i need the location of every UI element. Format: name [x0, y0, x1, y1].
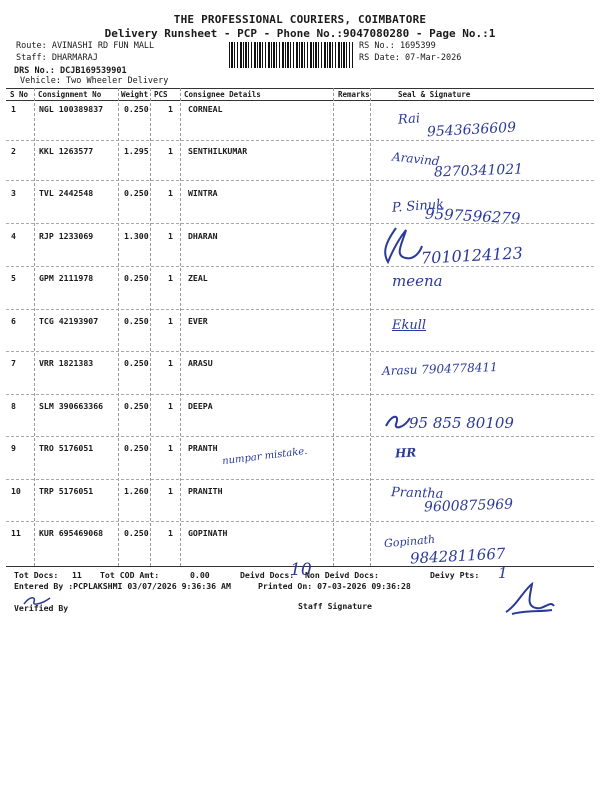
- signature-11-phone: 9842811667: [409, 544, 506, 568]
- row-consignee: EVER: [188, 316, 208, 326]
- row-sno: 1: [11, 104, 16, 114]
- row-consignee: PRANTH: [188, 443, 218, 453]
- row-sno: 8: [11, 401, 16, 411]
- row-consignment: KKL 1263577: [39, 146, 94, 156]
- row-weight: 0.250: [124, 104, 149, 114]
- row-pcs: 1: [168, 273, 173, 283]
- row-consignee: PRANITH: [188, 486, 223, 496]
- row-weight: 1.295: [124, 146, 149, 156]
- barcode: [229, 42, 353, 68]
- row-consignment: KUR 695469068: [39, 528, 104, 538]
- row-pcs: 1: [168, 443, 173, 453]
- row-weight: 0.250: [124, 358, 149, 368]
- row-weight: 0.250: [124, 443, 149, 453]
- signature-4-scribble-icon: [376, 222, 426, 268]
- runsheet-subtitle: Delivery Runsheet - PCP - Phone No.:9047080280 - Page No.:1: [104, 27, 496, 40]
- row-divider: [6, 479, 594, 480]
- col-divider: [333, 88, 334, 566]
- row-pcs: 1: [168, 401, 173, 411]
- row-divider: [6, 180, 594, 181]
- row-sno: 2: [11, 146, 16, 156]
- remark-9-note: numpar mistake.: [221, 445, 308, 468]
- row-pcs: 1: [168, 528, 173, 538]
- total-docs-label: Tot Docs:: [14, 570, 59, 580]
- col-signature: Seal & Signature: [398, 90, 471, 99]
- row-consignment: TRP 5176051: [39, 486, 94, 496]
- row-weight: 0.250: [124, 528, 149, 538]
- row-consignment: NGL 100389837: [39, 104, 104, 114]
- row-weight: 0.250: [124, 273, 149, 283]
- signature-4-phone: 7010124123: [420, 243, 524, 268]
- total-docs-value: 11: [72, 570, 82, 580]
- col-remarks: Remarks: [338, 90, 370, 99]
- row-sno: 4: [11, 231, 16, 241]
- signature-1-phone: 9543636609: [426, 119, 517, 141]
- col-sno: S No: [10, 90, 29, 99]
- signature-8-phone: 95 855 80109: [409, 414, 514, 432]
- signature-8-scribble-icon: [382, 410, 412, 432]
- row-weight: 1.300: [124, 231, 149, 241]
- row-consignee: SENTHILKUMAR: [188, 146, 248, 156]
- row-sno: 7: [11, 358, 16, 368]
- verified-by: Verified By: [14, 603, 69, 613]
- row-consignment: VRR 1821383: [39, 358, 94, 368]
- route-text: Route: AVINASHI RD FUN MALL: [16, 41, 155, 51]
- row-pcs: 1: [168, 231, 173, 241]
- signature-9-initials: HR: [394, 445, 417, 461]
- row-consignee: GOPINATH: [188, 528, 228, 538]
- row-pcs: 1: [168, 358, 173, 368]
- row-consignee: DHARAN: [188, 231, 218, 241]
- row-divider: [6, 521, 594, 522]
- row-pcs: 1: [168, 104, 173, 114]
- non-delivered-docs-label: Non Deivd Docs:: [305, 570, 379, 580]
- row-pcs: 1: [168, 146, 173, 156]
- total-cod-value: 0.00: [190, 570, 210, 580]
- col-consignment: Consignment No: [38, 90, 102, 99]
- row-consignment: TVL 2442548: [39, 188, 94, 198]
- row-pcs: 1: [168, 188, 173, 198]
- col-divider: [180, 88, 181, 566]
- col-pcs: PCS: [154, 90, 168, 99]
- company-title: THE PROFESSIONAL COURIERS, COIMBATORE: [173, 13, 427, 26]
- row-consignment: GPM 2111978: [39, 273, 94, 283]
- row-sno: 10: [11, 486, 21, 496]
- col-divider: [118, 88, 119, 566]
- row-consignment: TRO 5176051: [39, 443, 94, 453]
- row-consignment: SLM 390663366: [39, 401, 104, 411]
- row-divider: [6, 394, 594, 395]
- row-divider: [6, 436, 594, 437]
- row-consignee: DEEPA: [188, 401, 213, 411]
- row-pcs: 1: [168, 486, 173, 496]
- signature-11-name: Gopinath: [383, 532, 436, 551]
- signature-5-name: meena: [392, 272, 443, 290]
- row-divider: [6, 266, 594, 267]
- total-cod-label: Tot COD Amt:: [100, 570, 160, 580]
- row-pcs: 1: [168, 316, 173, 326]
- signature-3-phone: 9597596279: [424, 204, 521, 228]
- col-divider: [34, 88, 35, 566]
- row-sno: 3: [11, 188, 16, 198]
- row-sno: 5: [11, 273, 16, 283]
- delivered-docs-label: Deivd Docs:: [240, 570, 295, 580]
- row-consignee: ZEAL: [188, 273, 208, 283]
- signature-2-phone: 8270341021: [433, 161, 524, 181]
- row-consignee: ARASU: [188, 358, 213, 368]
- row-consignment: TCG 42193907: [39, 316, 99, 326]
- signature-2-name: Aravind: [391, 149, 441, 169]
- delivery-pts-value: 1: [498, 564, 508, 582]
- staff-text: Staff: DHARMARAJ: [16, 53, 98, 63]
- verifier-scribble-icon: [22, 594, 52, 608]
- signature-10-name: Prantha: [390, 485, 444, 502]
- drs-number: DRS No.: DCJB169539901: [14, 66, 127, 76]
- row-sno: 9: [11, 443, 16, 453]
- signature-7-text: Arasu 7904778411: [381, 359, 498, 379]
- delivery-pts-label: Deivy Pts:: [430, 570, 480, 580]
- printed-on: Printed On: 07-03-2026 09:36:28: [258, 581, 411, 591]
- vehicle-text: Vehicle: Two Wheeler Delivery: [20, 76, 169, 86]
- row-weight: 0.250: [124, 188, 149, 198]
- entered-by: Entered By :PCPLAKSHMI 03/07/2026 9:36:36 AM: [14, 581, 231, 591]
- row-weight: 0.250: [124, 316, 149, 326]
- row-weight: 1.260: [124, 486, 149, 496]
- delivered-docs-value: 10: [290, 560, 312, 580]
- staff-signature-scribble-icon: [502, 576, 558, 622]
- row-weight: 0.250: [124, 401, 149, 411]
- signature-10-phone: 9600875969: [423, 496, 514, 516]
- staff-signature: Staff Signature: [298, 601, 372, 611]
- row-sno: 6: [11, 316, 16, 326]
- rs-number: RS No.: 1695399: [359, 41, 436, 51]
- table-top-rule: [6, 88, 594, 89]
- row-consignee: CORNEAL: [188, 104, 223, 114]
- row-consignment: RJP 1233069: [39, 231, 94, 241]
- col-divider: [370, 88, 371, 566]
- row-consignee: WINTRA: [188, 188, 218, 198]
- col-weight: Weight: [121, 90, 149, 99]
- row-sno: 11: [11, 528, 21, 538]
- signature-3-name: P. Sinuk: [391, 197, 445, 216]
- signature-6-name: Ekull: [392, 318, 427, 333]
- row-divider: [6, 140, 594, 141]
- row-divider: [6, 351, 594, 352]
- col-consignee: Consignee Details: [184, 90, 261, 99]
- table-header-rule: [6, 100, 594, 101]
- rs-date: RS Date: 07-Mar-2026: [359, 53, 462, 63]
- signature-1-name: Rai: [397, 111, 421, 128]
- col-divider: [150, 88, 151, 566]
- row-divider: [6, 309, 594, 310]
